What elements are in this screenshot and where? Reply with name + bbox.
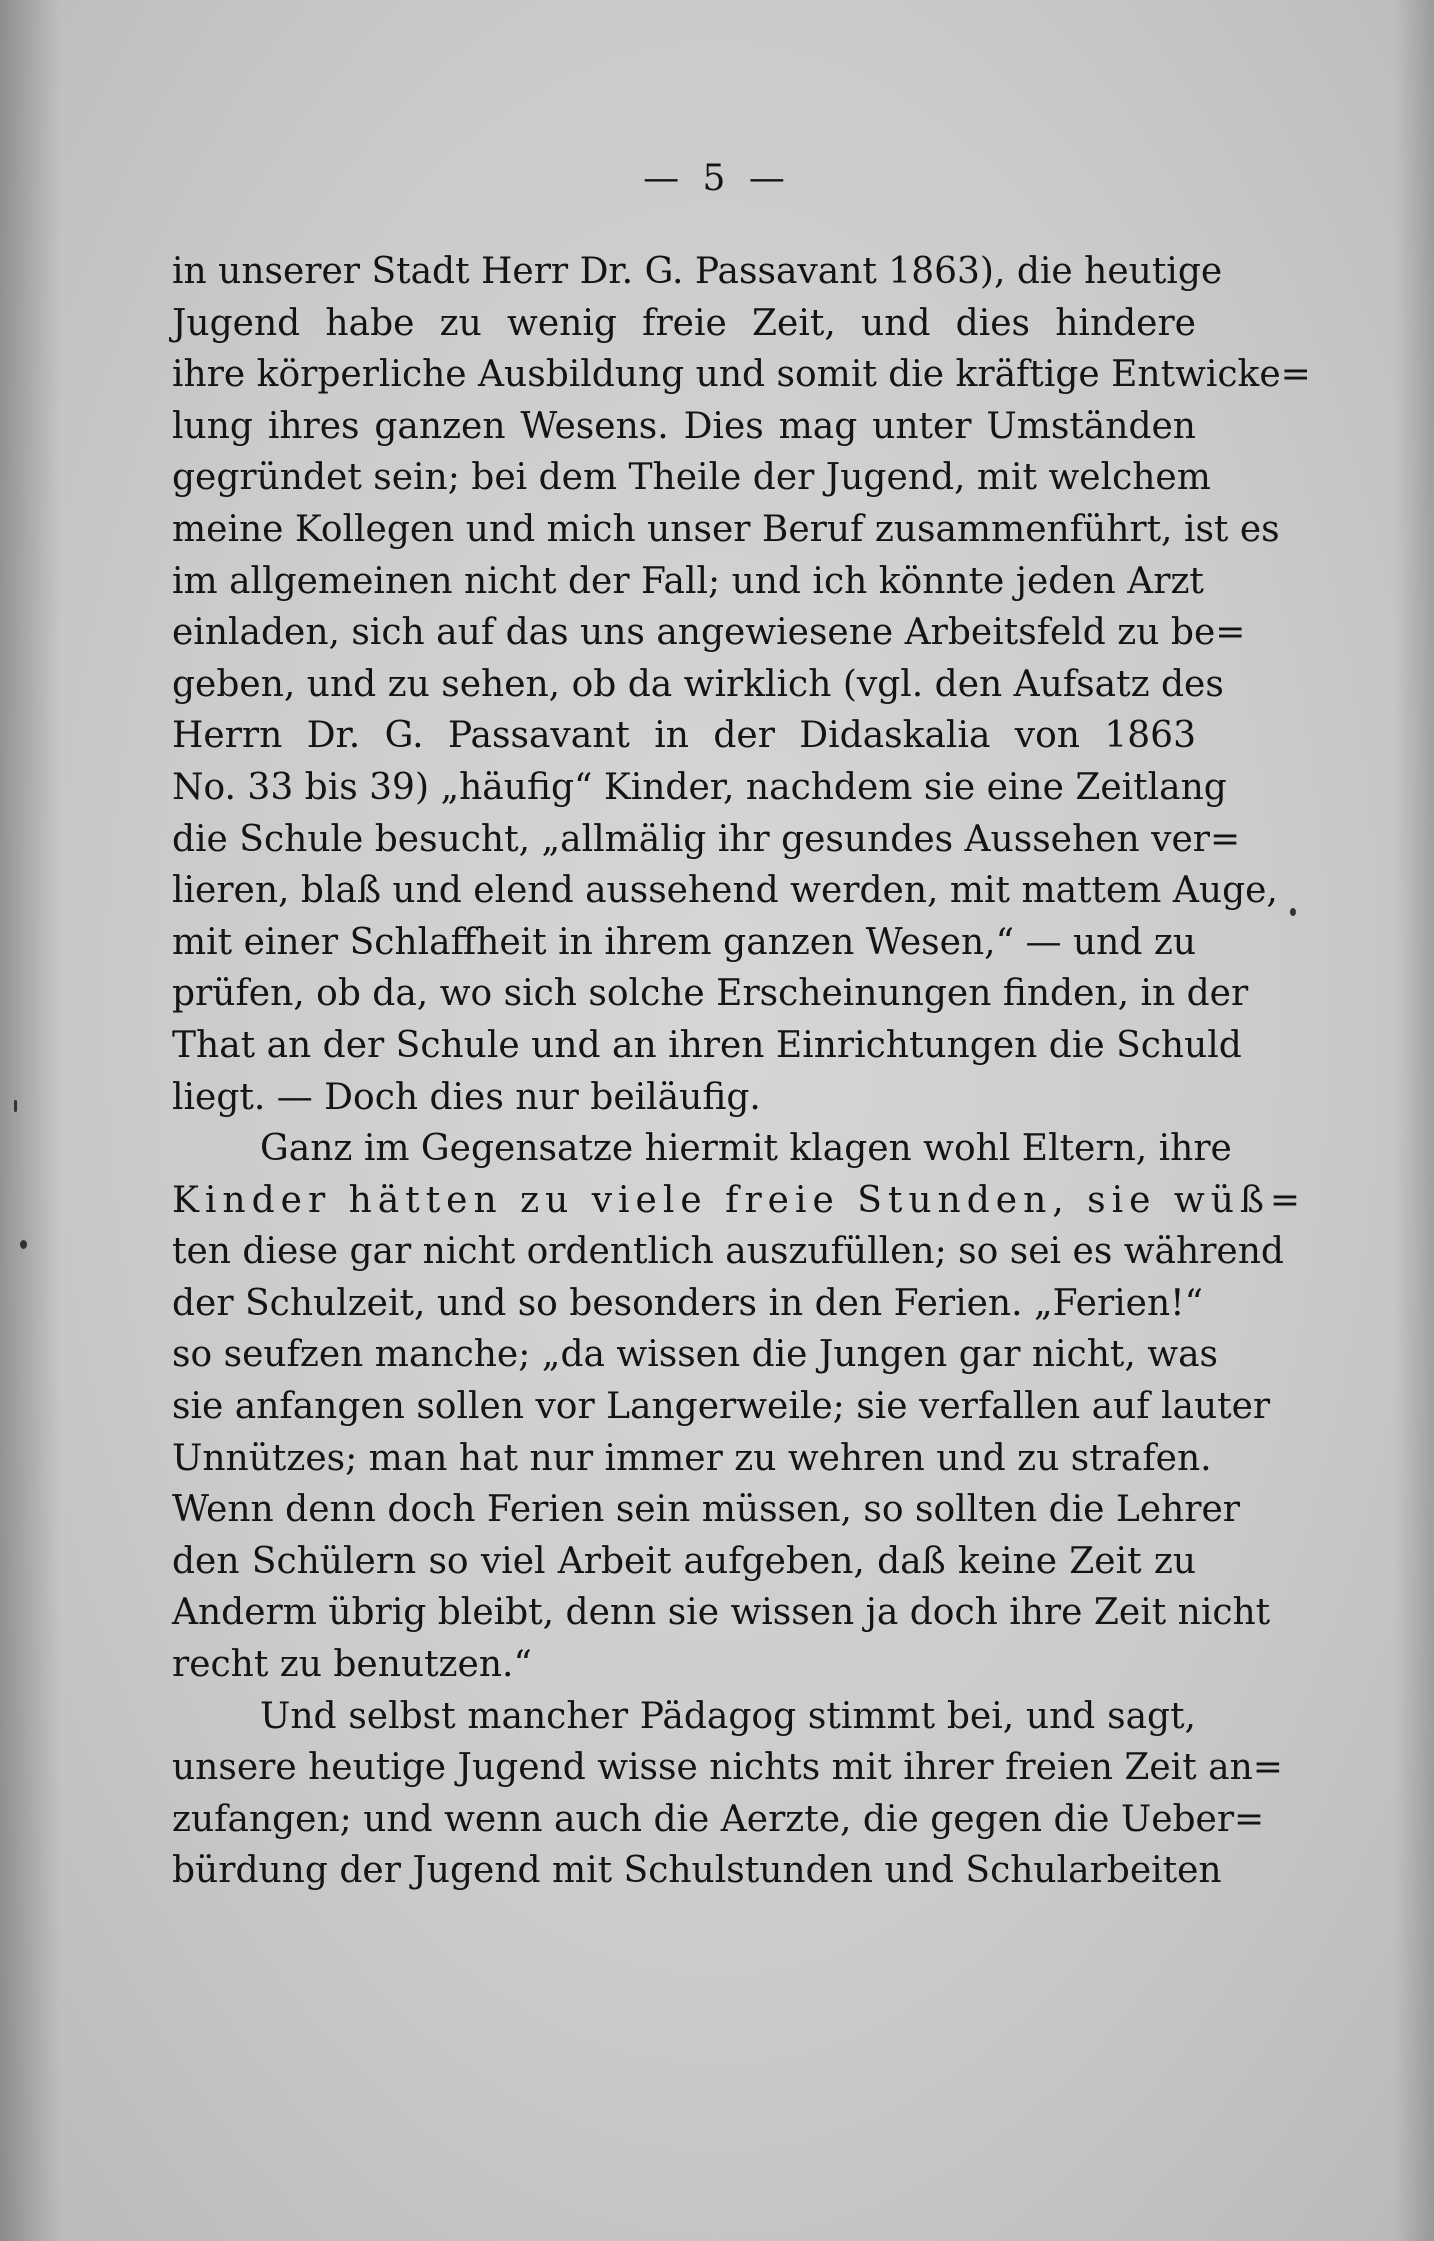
text-line: recht zu benutzen.“ (172, 1644, 532, 1686)
text-line: einladen, sich auf das uns angewiesene Arbeitsfeld zu be= (172, 612, 1246, 654)
text-line: zufangen; und wenn auch die Aerzte, die gegen die Ueber= (172, 1798, 1265, 1840)
text-line: in unserer Stadt Herr Dr. G. Passavant 1863), die heutige (172, 251, 1223, 292)
text-line: Anderm übrig bleibt, denn sie wissen ja doch ihre Zeit nicht (172, 1592, 1271, 1634)
text-line: prüfen, ob da, wo sich solche Erscheinungen finden, in der (172, 973, 1249, 1015)
page-number: — 5 — (643, 158, 791, 199)
text-line: No. 33 bis 39) „häufig“ Kinder, nachdem sie eine Zeitlang (172, 766, 1227, 808)
text-line: der Schulzeit, und so besonders in den Ferien. „Ferien!“ (172, 1282, 1204, 1324)
text-line: Kinder hätten zu viele freie Stunden, sie wüß= (172, 1179, 1307, 1221)
text-line: Herrn Dr. G. Passavant in der Didaskalia von 1863 (172, 715, 1196, 757)
page-shadow-right (1394, 0, 1434, 2241)
text-line: lieren, blaß und elend aussehend werden, mit mattem Auge, (172, 870, 1278, 912)
text-line: gegründet sein; bei dem Theile der Jugend, mit welchem (172, 457, 1211, 499)
text-line: Ganz im Gegensatze hiermit klagen wohl Eltern, ihre (260, 1128, 1232, 1170)
text-line: unsere heutige Jugend wisse nichts mit ihrer freien Zeit an= (172, 1747, 1283, 1789)
text-line: mit einer Schlaffheit in ihrem ganzen Wesen,“ — und zu (172, 921, 1196, 963)
scan-speck (20, 1240, 27, 1249)
text-line: bürdung der Jugend mit Schulstunden und Schularbeiten (172, 1850, 1222, 1892)
text-line: den Schülern so viel Arbeit aufgeben, daß keine Zeit zu (172, 1540, 1196, 1582)
scan-speck (1290, 908, 1296, 916)
scan-speck (14, 1100, 17, 1112)
text-line: geben, und zu sehen, ob da wirklich (vgl. den Aufsatz des (172, 663, 1224, 705)
text-line: lung ihres ganzen Wesens. Dies mag unter Umständen (172, 405, 1196, 447)
text-line: sie anfangen sollen vor Langerweile; sie verfallen auf lauter (172, 1386, 1271, 1428)
text-line: liegt. — Doch dies nur beiläufig. (172, 1076, 761, 1118)
page-shadow-left (0, 0, 60, 2241)
text-line: Wenn denn doch Ferien sein müssen, so sollten die Lehrer (172, 1489, 1240, 1531)
body-text (172, 246, 1311, 1897)
text-line: die Schule besucht, „allmälig ihr gesundes Aussehen ver= (172, 818, 1241, 860)
text-line: ihre körperliche Ausbildung und somit die kräftige Entwicke= (172, 354, 1311, 396)
text-line: Und selbst mancher Pädagog stimmt bei, und sagt, (260, 1695, 1196, 1737)
text-line: That an der Schule und an ihren Einrichtungen die Schuld (172, 1024, 1242, 1066)
text-line: Jugend habe zu wenig freie Zeit, und dies hindere (172, 302, 1196, 344)
text-line: so seufzen manche; „da wissen die Jungen gar nicht, was (172, 1334, 1219, 1376)
text-line: ten diese gar nicht ordentlich auszufüllen; so sei es während (172, 1231, 1284, 1273)
text-line: Unnützes; man hat nur immer zu wehren und zu strafen. (172, 1437, 1212, 1479)
text-line: im allgemeinen nicht der Fall; und ich könnte jeden Arzt (172, 560, 1204, 602)
text-line: meine Kollegen und mich unser Beruf zusammenführt, ist es (172, 508, 1280, 550)
